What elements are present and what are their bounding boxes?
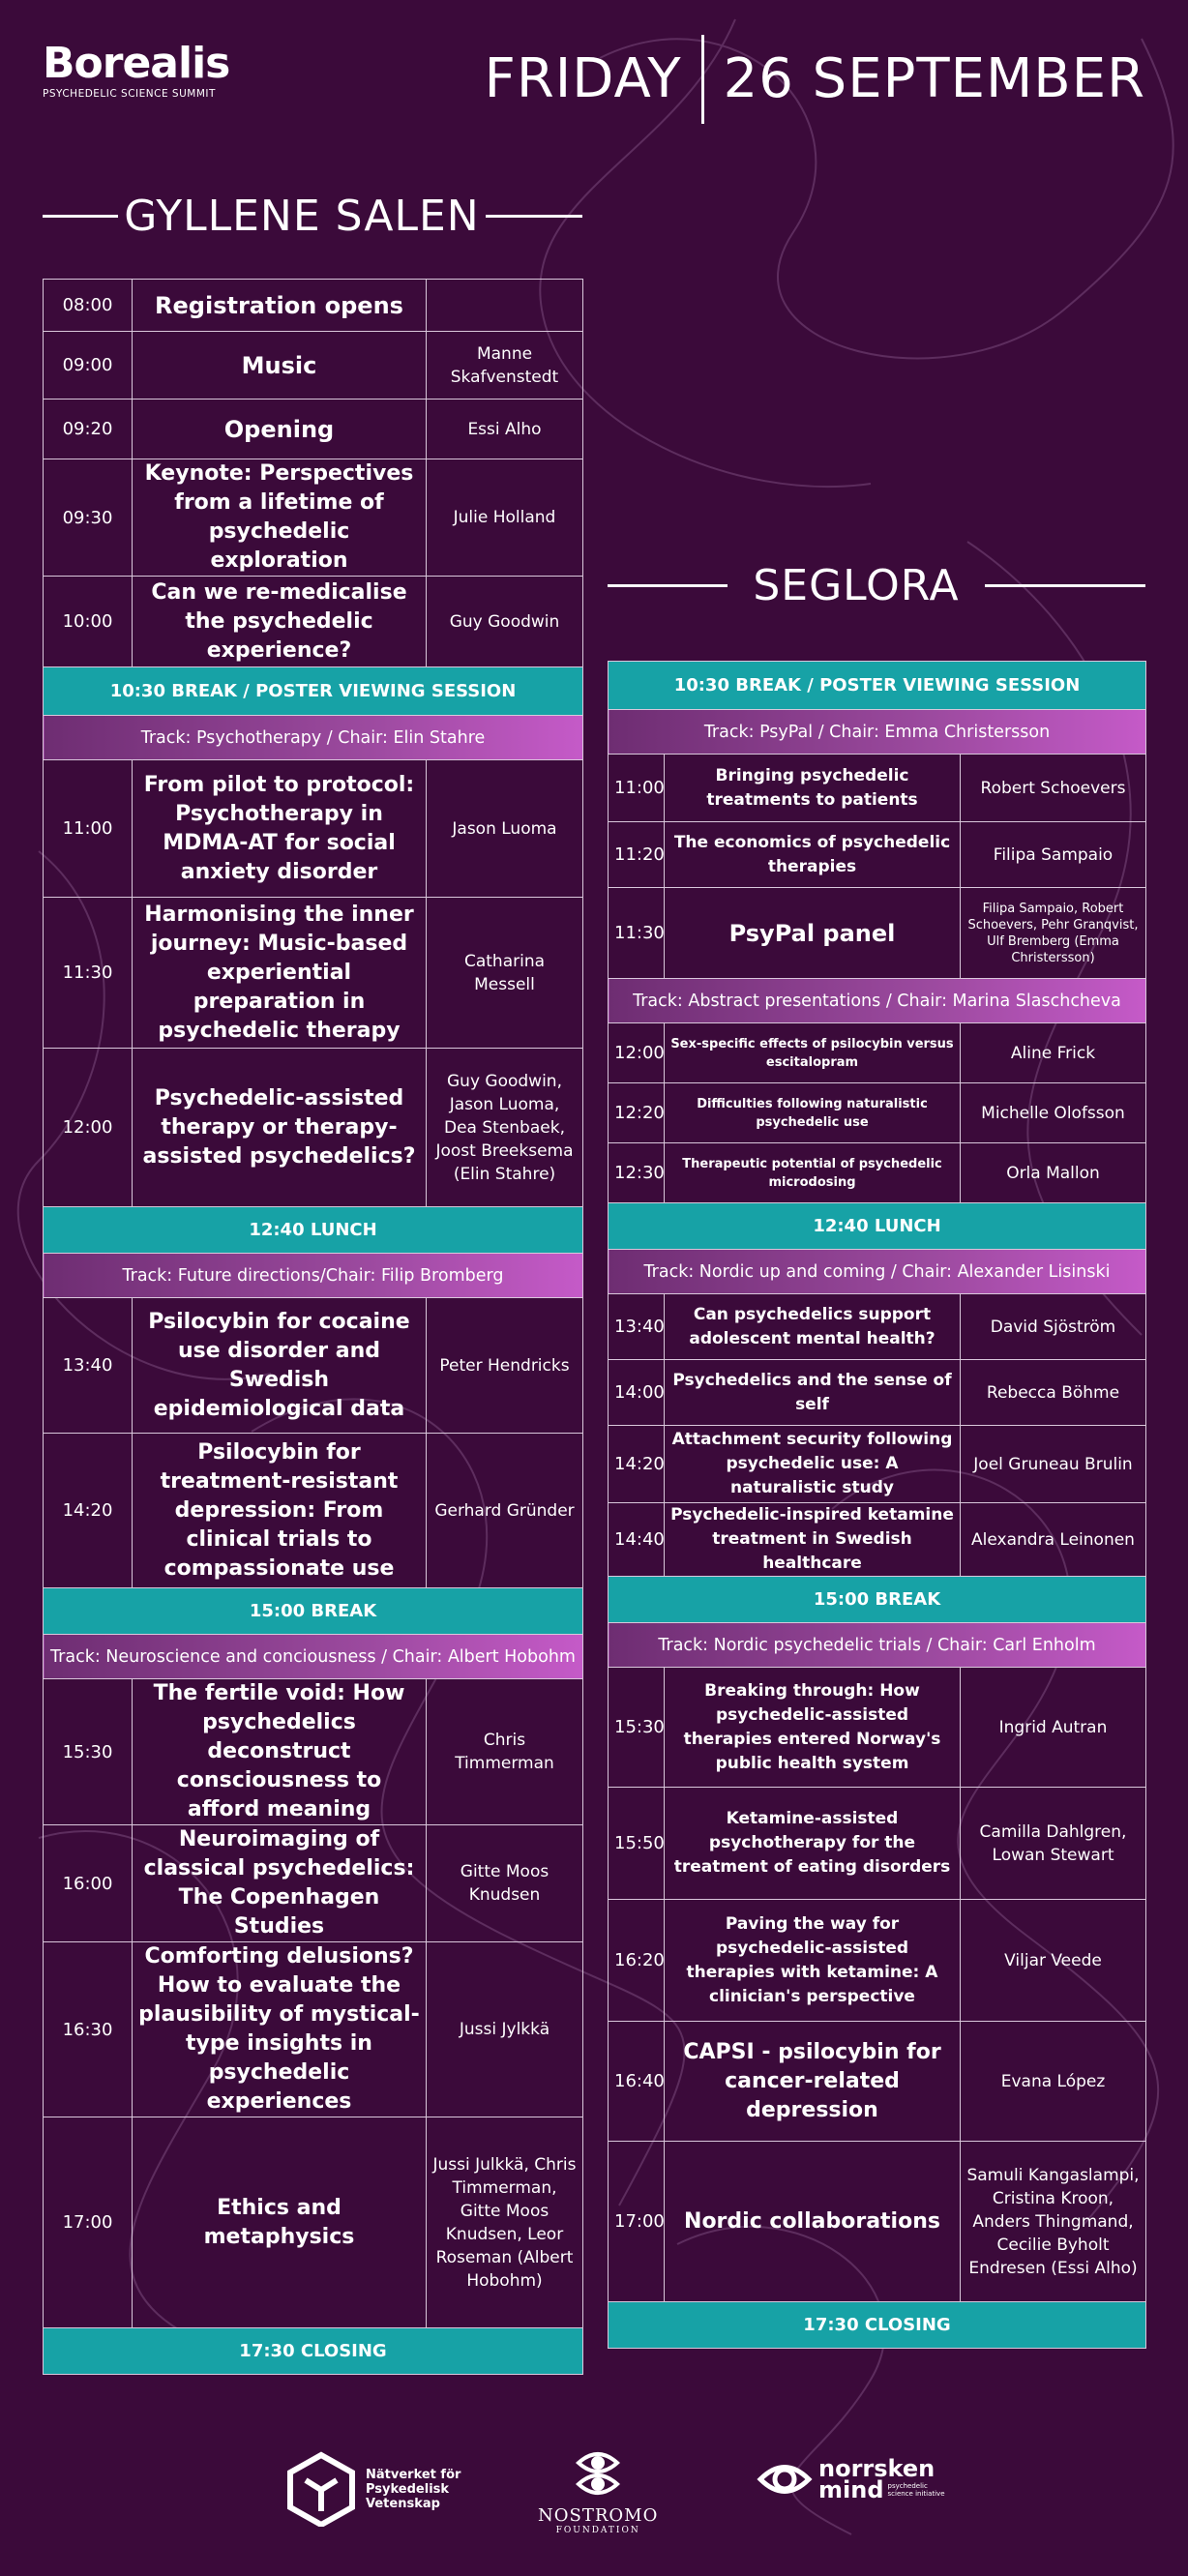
session-title: Nordic collaborations <box>665 2142 961 2302</box>
session-time: 13:40 <box>609 1294 665 1360</box>
session-title: The fertile void: How psychedelics deconstruct consciousness to afford meaning <box>133 1679 427 1825</box>
session-time: 16:30 <box>44 1942 133 2117</box>
break-label: 12:40 LUNCH <box>609 1203 1146 1250</box>
session-row <box>44 1825 583 1942</box>
session-speaker: Aline Frick <box>961 1023 1146 1083</box>
session-title: CAPSI - psilocybin for cancer-related depression <box>665 2022 961 2142</box>
track-row <box>609 1250 1146 1294</box>
session-row <box>44 280 583 332</box>
session-time: 13:40 <box>44 1298 133 1434</box>
session-time: 11:00 <box>44 760 133 898</box>
session-row <box>609 2022 1146 2142</box>
session-speaker: Evana López <box>961 2022 1146 2142</box>
session-speaker: Orla Mallon <box>961 1143 1146 1203</box>
event-date-text: 26 SEPTEMBER <box>723 47 1145 110</box>
session-row <box>609 1900 1146 2022</box>
session-title: Can psychedelics support adolescent mental health? <box>665 1294 961 1360</box>
break-label: 10:30 BREAK / POSTER VIEWING SESSION <box>609 662 1146 710</box>
session-speaker: Filipa Sampaio <box>961 822 1146 888</box>
track-label: Track: Psychotherapy / Chair: Elin Stahre <box>44 716 583 760</box>
session-speaker: Guy Goodwin <box>427 577 583 667</box>
session-row <box>44 332 583 400</box>
session-speaker: Jussi Julkkä, Chris Timmerman, Gitte Moos Knudsen, Leor Roseman (Albert Hobohm) <box>427 2117 583 2328</box>
session-time: 14:00 <box>609 1360 665 1426</box>
session-time: 15:30 <box>44 1679 133 1825</box>
session-title: Difficulties following naturalistic psychedelic use <box>665 1083 961 1143</box>
session-speaker: Jussi Jylkkä <box>427 1942 583 2117</box>
session-title: Attachment security following psychedelic use: A naturalistic study <box>665 1426 961 1503</box>
sponsor-nostromo <box>538 2445 658 2535</box>
break-label: 12:40 LUNCH <box>44 1207 583 1254</box>
brand-name: Borealis <box>43 39 230 88</box>
session-title: From pilot to protocol: Psychotherapy in MDMA-AT for social anxiety disorder <box>133 760 427 898</box>
session-row <box>44 1679 583 1825</box>
session-row <box>44 1298 583 1434</box>
session-speaker: Gitte Moos Knudsen <box>427 1825 583 1942</box>
track-label: Track: Nordic psychedelic trials / Chair: Carl Enholm <box>609 1623 1146 1668</box>
session-row <box>609 1503 1146 1577</box>
session-title: Sex-specific effects of psilocybin versus escitalopram <box>665 1023 961 1083</box>
session-speaker: Jason Luoma <box>427 760 583 898</box>
session-row <box>44 1049 583 1207</box>
break-label: 17:30 CLOSING <box>44 2328 583 2375</box>
session-time: 11:20 <box>609 822 665 888</box>
room-title-gyllene-salen <box>43 192 582 241</box>
session-title: Bringing psychedelic treatments to patients <box>665 755 961 822</box>
sponsor-nostromo-name: NOSTROMO <box>538 2505 659 2526</box>
track-row <box>609 710 1146 755</box>
session-speaker <box>427 280 583 332</box>
sponsor-natverket <box>286 2451 460 2527</box>
session-speaker: Rebecca Böhme <box>961 1360 1146 1426</box>
schedule-gyllene-salen <box>43 279 583 2375</box>
session-speaker: Guy Goodwin, Jason Luoma, Dea Stenbaek, Joost Breeksema (Elin Stahre) <box>427 1049 583 1207</box>
session-speaker: Camilla Dahlgren, Lowan Stewart <box>961 1788 1146 1900</box>
track-label: Track: PsyPal / Chair: Emma Christersson <box>609 710 1146 755</box>
session-time: 11:00 <box>609 755 665 822</box>
session-speaker: Manne Skafvenstedt <box>427 332 583 400</box>
break-row <box>609 1203 1146 1250</box>
session-speaker: Chris Timmerman <box>427 1679 583 1825</box>
sponsors-footer <box>0 2438 1188 2544</box>
sponsor-norrsken <box>757 2457 945 2502</box>
track-label: Track: Nordic up and coming / Chair: Alexander Lisinski <box>609 1250 1146 1294</box>
track-row <box>44 716 583 760</box>
session-row <box>609 755 1146 822</box>
track-row <box>609 1623 1146 1668</box>
session-title: Ketamine-assisted psychotherapy for the treatment of eating disorders <box>665 1788 961 1900</box>
schedule-seglora <box>608 661 1146 2349</box>
event-day: FRIDAY <box>484 47 682 110</box>
session-time: 12:20 <box>609 1083 665 1143</box>
session-time: 11:30 <box>609 888 665 979</box>
room-name: GYLLENE SALEN <box>124 192 480 241</box>
session-title: Opening <box>133 400 427 459</box>
session-time: 15:30 <box>609 1668 665 1788</box>
track-row <box>44 1635 583 1679</box>
session-row <box>44 760 583 898</box>
sponsor-norrsken-text: norrsken mind psychedelic science initiative <box>818 2455 945 2503</box>
brand-tagline: PSYCHEDELIC SCIENCE SUMMIT <box>43 88 216 100</box>
session-title: Harmonising the inner journey: Music-based experiential preparation in psychedelic therapy <box>133 898 427 1049</box>
session-speaker: Alexandra Leinonen <box>961 1503 1146 1577</box>
header <box>0 0 1188 135</box>
session-speaker: Ingrid Autran <box>961 1668 1146 1788</box>
session-title: Psychedelic-inspired ketamine treatment in Swedish healthcare <box>665 1503 961 1577</box>
session-title: Breaking through: How psychedelic-assisted therapies entered Norway's public health system <box>665 1668 961 1788</box>
session-title: Psilocybin for cocaine use disorder and Swedish epidemiological data <box>133 1298 427 1434</box>
session-time: 10:00 <box>44 577 133 667</box>
session-row <box>44 459 583 577</box>
room-title-seglora <box>608 561 1145 610</box>
track-label: Track: Abstract presentations / Chair: Marina Slaschcheva <box>609 979 1146 1023</box>
session-title: The economics of psychedelic therapies <box>665 822 961 888</box>
title-rule <box>43 215 118 218</box>
session-speaker: Michelle Olofsson <box>961 1083 1146 1143</box>
session-title: Keynote: Perspectives from a lifetime of psychedelic exploration <box>133 459 427 577</box>
event-date <box>485 35 1145 124</box>
session-title: Therapeutic potential of psychedelic microdosing <box>665 1143 961 1203</box>
session-row <box>609 1788 1146 1900</box>
title-rule <box>608 584 728 587</box>
session-speaker: Filipa Sampaio, Robert Schoevers, Pehr Granqvist, Ulf Bremberg (Emma Christersson) <box>961 888 1146 979</box>
session-speaker: Peter Hendricks <box>427 1298 583 1434</box>
session-title: Psychedelics and the sense of self <box>665 1360 961 1426</box>
session-row <box>609 1023 1146 1083</box>
session-time: 12:30 <box>609 1143 665 1203</box>
session-time: 16:40 <box>609 2022 665 2142</box>
session-time: 16:00 <box>44 1825 133 1942</box>
session-row <box>44 898 583 1049</box>
session-time: 09:20 <box>44 400 133 459</box>
eye-icon <box>757 2457 813 2502</box>
break-label: 15:00 BREAK <box>609 1577 1146 1623</box>
session-time: 15:50 <box>609 1788 665 1900</box>
session-time: 16:20 <box>609 1900 665 2022</box>
session-row <box>609 1083 1146 1143</box>
break-row <box>609 2302 1146 2349</box>
session-title: Psilocybin for treatment-resistant depression: From clinical trials to compassionate use <box>133 1434 427 1588</box>
session-row <box>609 1143 1146 1203</box>
track-row <box>609 979 1146 1023</box>
session-title: Neuroimaging of classical psychedelics: The Copenhagen Studies <box>133 1825 427 1942</box>
track-label: Track: Neuroscience and conciousness / Chair: Albert Hobohm <box>44 1635 583 1679</box>
session-speaker: Catharina Messell <box>427 898 583 1049</box>
break-row <box>44 2328 583 2375</box>
session-speaker: Joel Gruneau Brulin <box>961 1426 1146 1503</box>
session-time: 11:30 <box>44 898 133 1049</box>
sponsor-natverket-text: Nätverket för Psykedelisk Vetenskap <box>366 2467 461 2511</box>
session-row <box>609 822 1146 888</box>
break-label: 15:00 BREAK <box>44 1588 583 1635</box>
session-row <box>609 1360 1146 1426</box>
room-name: SEGLORA <box>753 561 960 610</box>
session-speaker: Julie Holland <box>427 459 583 577</box>
session-time: 14:20 <box>44 1434 133 1588</box>
session-time: 09:30 <box>44 459 133 577</box>
session-title: Registration opens <box>133 280 427 332</box>
session-row <box>609 888 1146 979</box>
session-time: 17:00 <box>609 2142 665 2302</box>
session-row <box>44 577 583 667</box>
session-row <box>44 1942 583 2117</box>
session-title: Psychedelic-assisted therapy or therapy-assisted psychedelics? <box>133 1049 427 1207</box>
brand-logo <box>43 41 229 100</box>
break-row <box>609 1577 1146 1623</box>
session-speaker: Samuli Kangaslampi, Cristina Kroon, Anders Thingmand, Cecilie Byholt Endresen (Essi Alho) <box>961 2142 1146 2302</box>
session-time: 12:00 <box>609 1023 665 1083</box>
break-row <box>44 1588 583 1635</box>
sponsor-nostromo-sub: FOUNDATION <box>555 2526 640 2535</box>
break-row <box>44 667 583 716</box>
session-time: 12:00 <box>44 1049 133 1207</box>
session-row <box>44 1434 583 1588</box>
title-rule <box>486 215 582 218</box>
session-row <box>44 2117 583 2328</box>
session-title: Music <box>133 332 427 400</box>
session-row <box>609 1294 1146 1360</box>
track-row <box>44 1254 583 1298</box>
eye-knot-icon <box>569 2445 627 2502</box>
break-row <box>44 1207 583 1254</box>
session-time: 17:00 <box>44 2117 133 2328</box>
session-speaker: Essi Alho <box>427 400 583 459</box>
break-label: 10:30 BREAK / POSTER VIEWING SESSION <box>44 667 583 716</box>
session-speaker: David Sjöström <box>961 1294 1146 1360</box>
session-row <box>609 1426 1146 1503</box>
session-time: 14:20 <box>609 1426 665 1503</box>
session-row <box>44 400 583 459</box>
date-divider <box>701 35 704 124</box>
session-title: Comforting delusions? How to evaluate the plausibility of mystical-type insights in psychedelic experiences <box>133 1942 427 2117</box>
session-title: Paving the way for psychedelic-assisted therapies with ketamine: A clinician's perspective <box>665 1900 961 2022</box>
session-title: Ethics and metaphysics <box>133 2117 427 2328</box>
session-row <box>609 1668 1146 1788</box>
break-label: 17:30 CLOSING <box>609 2302 1146 2349</box>
session-title: PsyPal panel <box>665 888 961 979</box>
session-title: Can we re-medicalise the psychedelic experience? <box>133 577 427 667</box>
session-speaker: Viljar Veede <box>961 1900 1146 2022</box>
session-speaker: Robert Schoevers <box>961 755 1146 822</box>
session-time: 08:00 <box>44 280 133 332</box>
session-speaker: Gerhard Gründer <box>427 1434 583 1588</box>
session-time: 09:00 <box>44 332 133 400</box>
cube-hexagon-icon <box>286 2451 356 2527</box>
track-label: Track: Future directions/Chair: Filip Bromberg <box>44 1254 583 1298</box>
session-time: 14:40 <box>609 1503 665 1577</box>
break-row <box>609 662 1146 710</box>
session-row <box>609 2142 1146 2302</box>
title-rule <box>985 584 1145 587</box>
